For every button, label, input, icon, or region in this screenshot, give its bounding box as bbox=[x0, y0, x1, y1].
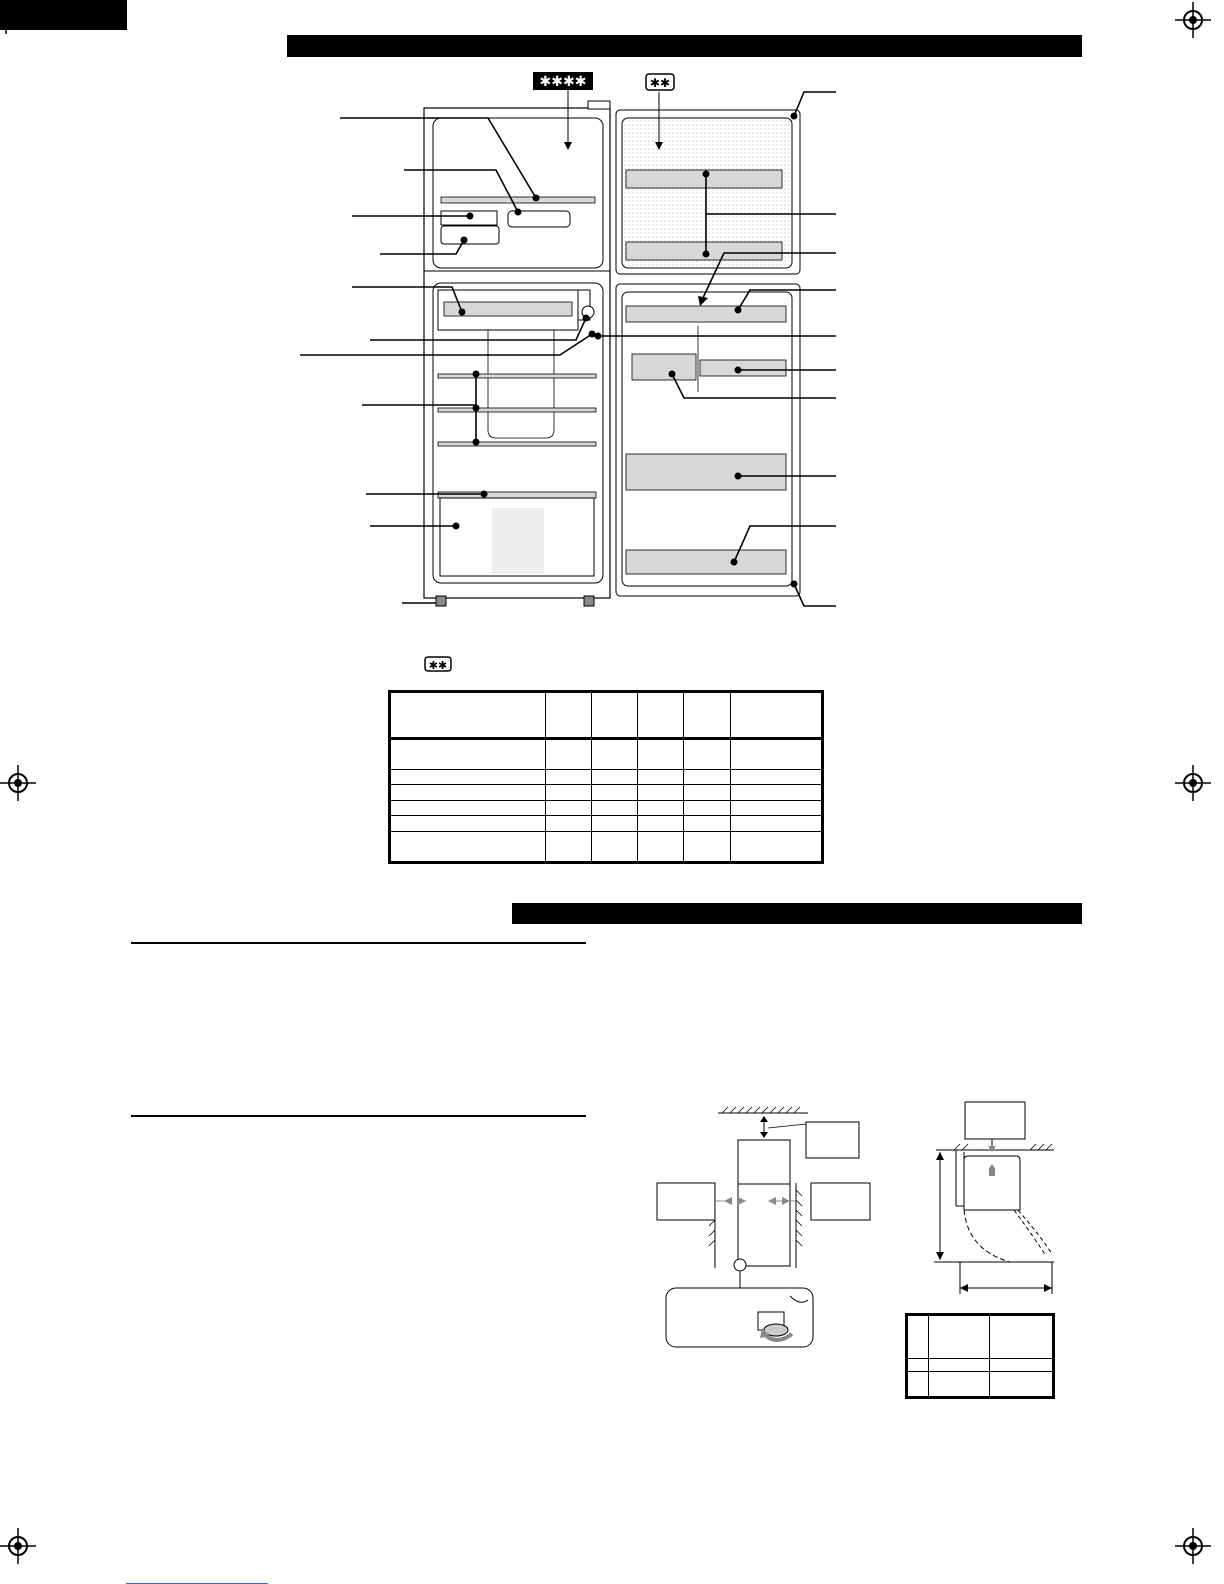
section-header-bar bbox=[287, 35, 1082, 57]
door-opening-diagram bbox=[930, 1098, 1060, 1298]
refrigerator-parts-diagram bbox=[295, 65, 855, 625]
registration-mark-icon bbox=[0, 1526, 38, 1566]
svg-text:✱✱: ✱✱ bbox=[428, 659, 448, 672]
section-header-bar bbox=[512, 903, 1082, 924]
registration-mark-icon bbox=[1173, 1526, 1213, 1566]
clearance-table bbox=[905, 1313, 1055, 1399]
specification-table bbox=[388, 690, 824, 864]
registration-mark-icon bbox=[1173, 763, 1213, 803]
registration-mark-icon bbox=[0, 0, 26, 36]
registration-mark-icon bbox=[1173, 0, 1213, 40]
installation-clearance-diagram bbox=[650, 1098, 880, 1353]
subsection-rule bbox=[131, 1115, 586, 1117]
subsection-rule bbox=[131, 942, 586, 944]
registration-mark-icon bbox=[0, 763, 38, 803]
door-rating-badge: ✱✱ bbox=[649, 76, 671, 90]
freezer-rating-badge: ✱✱✱✱ bbox=[539, 74, 587, 90]
two-star-rating-icon bbox=[424, 656, 452, 672]
